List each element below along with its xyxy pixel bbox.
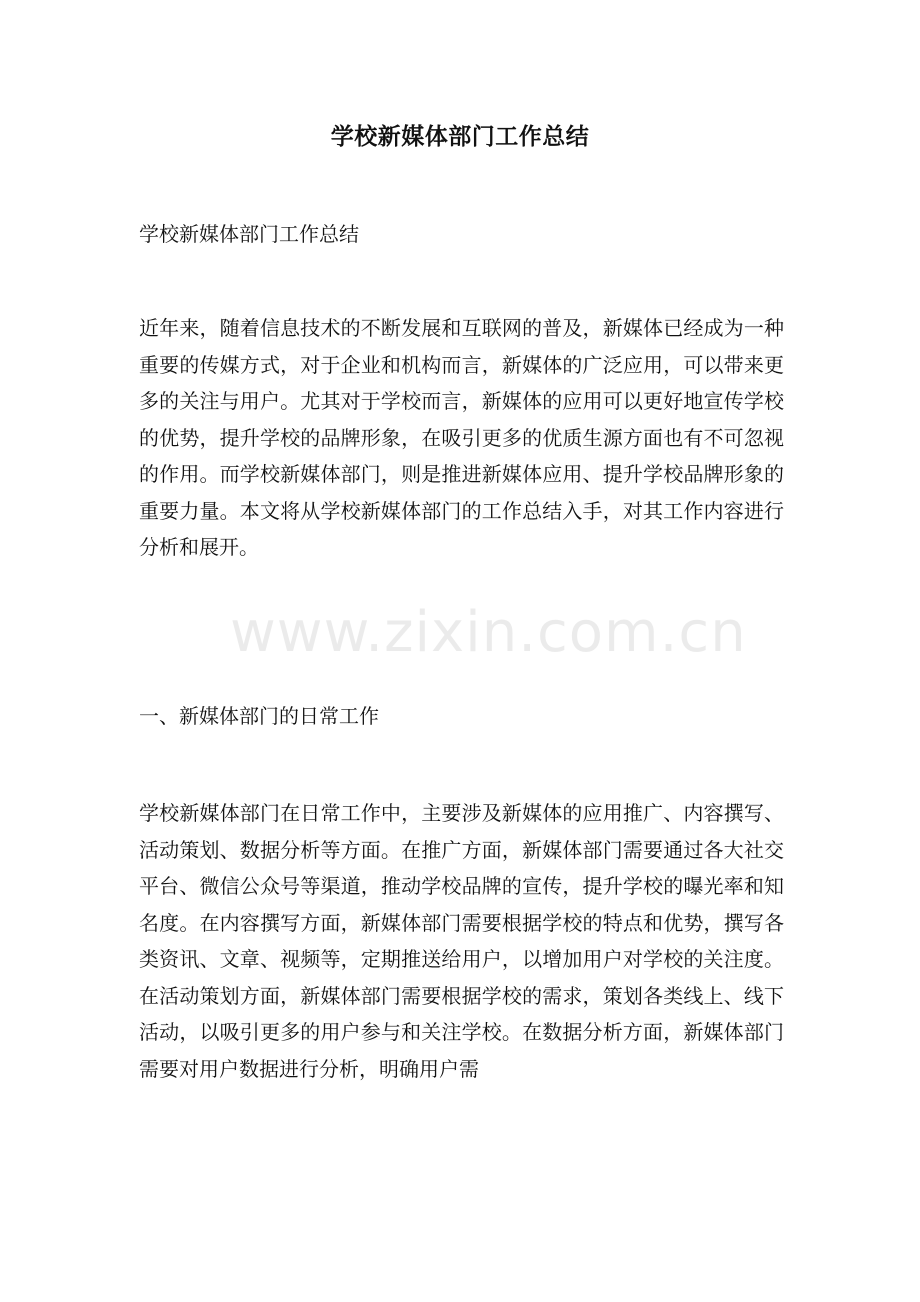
- document-title: 学校新媒体部门工作总结: [330, 123, 590, 150]
- body-paragraph: 学校新媒体部门在日常工作中，主要涉及新媒体的应用推广、内容撰写、活动策划、数据分析等方面。在推广方面，新媒体部门需要通过各大社交平台、微信公众号等渠道，推动学校品牌的宣传，提升学校的曝光率和知名度。在内容撰写方面，新媒体部门需要根据学校的特点和优势，撰写各类资讯、文章、视频等，定期推送给用户，以增加用户对学校的关注度。在活动策划方面，新媒体部门需要根据学校的需求，策划各类线上、线下活动，以吸引更多的用户参与和关注学校。在数据分析方面，新媒体部门需要对用户数据进行分析，明确用户需: [139, 801, 784, 1081]
- intro-paragraph: 近年来，随着信息技术的不断发展和互联网的普及，新媒体已经成为一种重要的传媒方式，对于企业和机构而言，新媒体的广泛应用，可以带来更多的关注与用户。尤其对于学校而言，新媒体的应用可以更好地宣传学校的优势，提升学校的品牌形象，在吸引更多的优质生源方面也有不可忽视的作用。而学校新媒体部门，则是推进新媒体应用、提升学校品牌形象的重要力量。本文将从学校新媒体部门的工作总结入手，对其工作内容进行分析和展开。: [139, 316, 784, 559]
- document-subtitle: 学校新媒体部门工作总结: [139, 222, 359, 246]
- watermark: www.zixin.com.cn: [230, 600, 747, 665]
- section-heading: 一、新媒体部门的日常工作: [139, 704, 379, 728]
